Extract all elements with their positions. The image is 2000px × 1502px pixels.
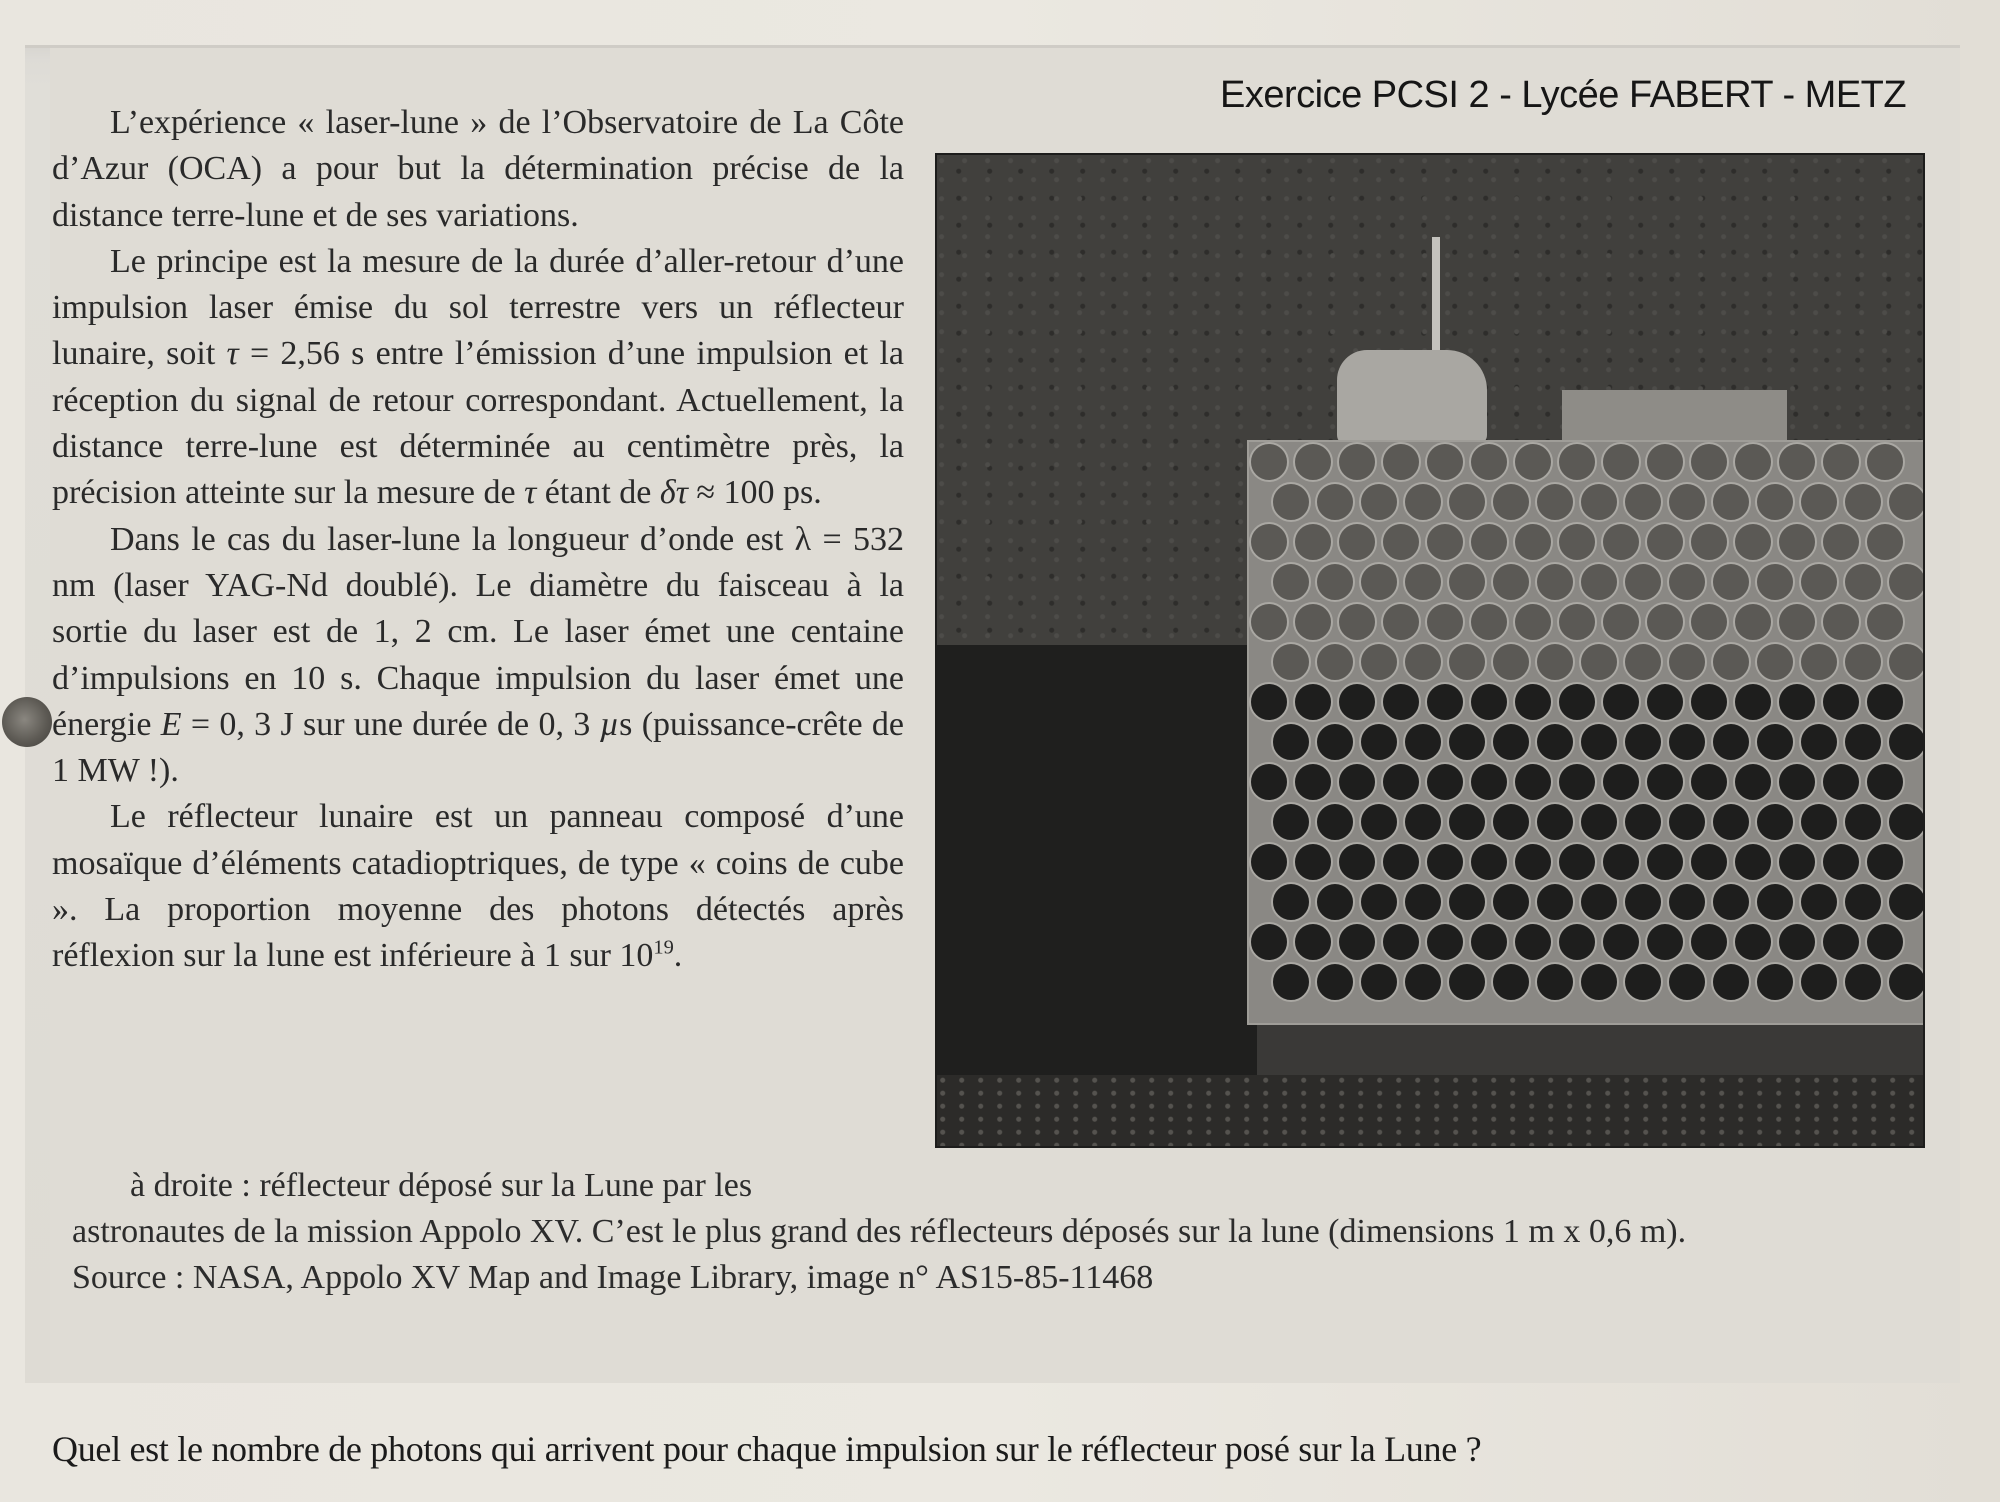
cube-corner-cell — [1866, 443, 1904, 481]
text-fragment: = 2,56 s entre l’émission d’une impulsion et la réception du signal de retour correspondant. Actuellement, la distance terre-lune est déterminée au centimètre près, la précision atteinte sur la mesure de — [52, 335, 904, 512]
cube-corner-cell — [1822, 603, 1860, 641]
cube-corner-cell — [1844, 483, 1882, 521]
text-fragment: Le principe est la mesure de la durée d’aller-retour d’une impulsion laser émise du sol terrestre vers un réflecteur lunaire, soit — [52, 242, 904, 373]
cube-corner-cell — [1250, 523, 1288, 561]
cube-corner-cell — [1426, 923, 1464, 961]
cube-corner-cell — [1404, 483, 1442, 521]
cube-corner-cell — [1580, 723, 1618, 761]
cube-corner-cell — [1866, 923, 1904, 961]
cube-corner-cell — [1888, 963, 1925, 1001]
cube-corner-cell — [1316, 883, 1354, 921]
cube-corner-cell — [1602, 443, 1640, 481]
cube-corner-cell — [1448, 643, 1486, 681]
cube-corner-cell — [1404, 643, 1442, 681]
cube-corner-cell — [1448, 803, 1486, 841]
cube-corner-cell — [1602, 843, 1640, 881]
cube-corner-cell — [1756, 723, 1794, 761]
cube-corner-cell — [1690, 843, 1728, 881]
cube-corner-cell — [1778, 443, 1816, 481]
cube-corner-cell — [1690, 443, 1728, 481]
cube-corner-cell — [1448, 723, 1486, 761]
cube-corner-cell — [1690, 683, 1728, 721]
shadow-area — [937, 645, 1257, 1125]
cube-corner-cell — [1294, 683, 1332, 721]
question: Quel est le nombre de photons qui arrivent pour chaque impulsion sur le réflecteur posé sur la Lune ? — [52, 1429, 1482, 1469]
cube-corner-cell — [1756, 883, 1794, 921]
cube-corner-cell — [1866, 603, 1904, 641]
cube-corner-cell — [1778, 843, 1816, 881]
cube-corner-cell — [1624, 643, 1662, 681]
text-fragment: . — [673, 937, 683, 975]
cube-corner-cell — [1382, 443, 1420, 481]
cube-corner-cell — [1602, 923, 1640, 961]
cube-corner-cell — [1558, 603, 1596, 641]
cube-corner-cell — [1250, 923, 1288, 961]
cube-corner-cell — [1734, 443, 1772, 481]
cube-corner-cell — [1602, 603, 1640, 641]
cube-corner-cell — [1316, 803, 1354, 841]
cube-corner-cell — [1492, 963, 1530, 1001]
cube-corner-cell — [1844, 643, 1882, 681]
cube-corner-cell — [1624, 883, 1662, 921]
cube-corner-cell — [1514, 843, 1552, 881]
cube-corner-cell — [1294, 443, 1332, 481]
cube-corner-cell — [1624, 803, 1662, 841]
cube-corner-cell — [1382, 923, 1420, 961]
cube-corner-cell — [1536, 643, 1574, 681]
text-fragment: = 0, 3 J sur une durée de 0, 3 — [181, 705, 600, 743]
math-tau: τ — [524, 474, 537, 512]
cube-corner-cell — [1514, 443, 1552, 481]
cube-corner-cell — [1426, 443, 1464, 481]
cube-corner-cell — [1338, 603, 1376, 641]
caption-line: à droite : réflecteur déposé sur la Lune par les — [130, 1167, 753, 1204]
cube-corner-cell — [1470, 683, 1508, 721]
cube-corner-cell — [1294, 523, 1332, 561]
cube-corner-cell — [1536, 723, 1574, 761]
cube-corner-cell — [1778, 603, 1816, 641]
cube-corner-cell — [1426, 603, 1464, 641]
cube-corner-cell — [1844, 803, 1882, 841]
cube-corner-cell — [1778, 763, 1816, 801]
cube-corner-cell — [1756, 963, 1794, 1001]
cube-corner-cell — [1470, 603, 1508, 641]
cube-corner-cell — [1558, 923, 1596, 961]
cube-corner-grid — [1247, 440, 1925, 1025]
math-delta-tau: δτ — [659, 474, 688, 512]
cube-corner-cell — [1426, 523, 1464, 561]
cube-corner-cell — [1426, 763, 1464, 801]
cube-corner-cell — [1602, 763, 1640, 801]
cube-corner-cell — [1866, 763, 1904, 801]
cube-corner-cell — [1492, 803, 1530, 841]
exponent: 19 — [653, 937, 674, 960]
cube-corner-cell — [1800, 963, 1838, 1001]
cube-corner-cell — [1712, 803, 1750, 841]
cube-corner-cell — [1338, 843, 1376, 881]
cube-corner-cell — [1668, 643, 1706, 681]
cube-corner-cell — [1668, 723, 1706, 761]
cube-corner-cell — [1844, 963, 1882, 1001]
cube-corner-cell — [1492, 883, 1530, 921]
cube-corner-cell — [1360, 803, 1398, 841]
cube-corner-cell — [1624, 963, 1662, 1001]
cube-corner-cell — [1382, 763, 1420, 801]
cube-corner-cell — [1470, 763, 1508, 801]
text-fragment: s (puissance-crête de 1 MW !). — [52, 705, 904, 790]
cube-corner-cell — [1580, 563, 1618, 601]
cube-corner-cell — [1294, 923, 1332, 961]
cube-corner-cell — [1580, 803, 1618, 841]
paragraph-intro: L’expérience « laser-lune » de l’Observatoire de La Côte d’Azur (OCA) a pour but la détermination précise de la distance terre-lune et de ses variations. — [52, 104, 904, 234]
cube-corner-cell — [1294, 603, 1332, 641]
cube-corner-cell — [1382, 683, 1420, 721]
cube-corner-cell — [1250, 603, 1288, 641]
cube-corner-cell — [1800, 563, 1838, 601]
cube-corner-cell — [1272, 643, 1310, 681]
cube-corner-cell — [1492, 723, 1530, 761]
cube-corner-cell — [1272, 963, 1310, 1001]
cube-corner-cell — [1316, 723, 1354, 761]
cube-corner-cell — [1602, 683, 1640, 721]
paragraph-reflector — [52, 794, 904, 979]
cube-corner-cell — [1250, 843, 1288, 881]
punch-hole — [2, 697, 52, 747]
cube-corner-cell — [1448, 563, 1486, 601]
cube-corner-cell — [1822, 683, 1860, 721]
cube-corner-cell — [1800, 723, 1838, 761]
cube-corner-cell — [1800, 883, 1838, 921]
cube-corner-cell — [1712, 883, 1750, 921]
cube-corner-cell — [1580, 963, 1618, 1001]
cube-corner-cell — [1360, 563, 1398, 601]
paragraph-laser — [52, 517, 904, 795]
cube-corner-cell — [1250, 683, 1288, 721]
cube-corner-cell — [1734, 603, 1772, 641]
cube-corner-cell — [1404, 803, 1442, 841]
cube-corner-cell — [1558, 523, 1596, 561]
cube-corner-cell — [1822, 443, 1860, 481]
cube-corner-cell — [1624, 723, 1662, 761]
text-fragment: ≈ 100 ps. — [687, 474, 822, 512]
cube-corner-cell — [1426, 843, 1464, 881]
cube-corner-cell — [1712, 563, 1750, 601]
cube-corner-cell — [1558, 843, 1596, 881]
cube-corner-cell — [1536, 963, 1574, 1001]
cube-corner-cell — [1360, 963, 1398, 1001]
cube-corner-cell — [1888, 483, 1925, 521]
cube-corner-cell — [1646, 523, 1684, 561]
cube-corner-cell — [1338, 923, 1376, 961]
cube-corner-cell — [1536, 803, 1574, 841]
cube-corner-cell — [1272, 883, 1310, 921]
cube-corner-cell — [1558, 683, 1596, 721]
cube-corner-cell — [1448, 963, 1486, 1001]
cube-corner-cell — [1646, 923, 1684, 961]
cube-corner-cell — [1426, 683, 1464, 721]
figure-caption — [72, 1163, 1942, 1301]
cube-corner-cell — [1822, 843, 1860, 881]
cube-corner-cell — [1866, 843, 1904, 881]
cube-corner-cell — [1316, 483, 1354, 521]
cube-corner-cell — [1712, 483, 1750, 521]
cube-corner-cell — [1536, 883, 1574, 921]
cube-corner-cell — [1734, 763, 1772, 801]
cube-corner-cell — [1822, 763, 1860, 801]
cube-corner-cell — [1448, 483, 1486, 521]
cube-corner-cell — [1382, 603, 1420, 641]
cube-corner-cell — [1272, 563, 1310, 601]
cube-corner-cell — [1668, 563, 1706, 601]
cube-corner-cell — [1668, 963, 1706, 1001]
cube-corner-cell — [1360, 723, 1398, 761]
cube-corner-cell — [1712, 723, 1750, 761]
sun-compass — [1337, 350, 1487, 445]
cube-corner-cell — [1646, 843, 1684, 881]
cube-corner-cell — [1866, 683, 1904, 721]
cube-corner-cell — [1250, 443, 1288, 481]
cube-corner-cell — [1294, 843, 1332, 881]
cube-corner-cell — [1800, 483, 1838, 521]
header-label: Exercice PCSI 2 - Lycée FABERT - METZ — [1220, 74, 1907, 116]
cube-corner-cell — [1800, 643, 1838, 681]
cube-corner-cell — [1514, 603, 1552, 641]
cube-corner-cell — [1316, 963, 1354, 1001]
cube-corner-cell — [1382, 523, 1420, 561]
cube-corner-cell — [1690, 603, 1728, 641]
cube-corner-cell — [1888, 723, 1925, 761]
cube-corner-cell — [1734, 683, 1772, 721]
cube-corner-cell — [1822, 923, 1860, 961]
cube-corner-cell — [1404, 883, 1442, 921]
cube-corner-cell — [1338, 443, 1376, 481]
cube-corner-cell — [1844, 883, 1882, 921]
cube-corner-cell — [1734, 523, 1772, 561]
cube-corner-cell — [1646, 683, 1684, 721]
cube-corner-cell — [1338, 523, 1376, 561]
paragraph-principle — [52, 239, 904, 517]
cube-corner-cell — [1272, 803, 1310, 841]
cube-corner-cell — [1338, 683, 1376, 721]
cube-corner-cell — [1536, 563, 1574, 601]
cube-corner-cell — [1844, 723, 1882, 761]
text-fragment: étant de — [536, 474, 660, 512]
cube-corner-cell — [1580, 643, 1618, 681]
cube-corner-cell — [1580, 483, 1618, 521]
cube-corner-cell — [1668, 803, 1706, 841]
cube-corner-cell — [1492, 483, 1530, 521]
cube-corner-cell — [1580, 883, 1618, 921]
cube-corner-cell — [1272, 723, 1310, 761]
cube-corner-cell — [1272, 483, 1310, 521]
math-tau: τ — [226, 335, 239, 373]
math-energy: E — [160, 705, 182, 743]
cube-corner-cell — [1360, 643, 1398, 681]
cube-corner-cell — [1338, 763, 1376, 801]
cube-corner-cell — [1250, 763, 1288, 801]
cube-corner-cell — [1690, 763, 1728, 801]
cube-corner-cell — [1778, 683, 1816, 721]
cube-corner-cell — [1360, 883, 1398, 921]
cube-corner-cell — [1492, 643, 1530, 681]
cube-corner-cell — [1778, 923, 1816, 961]
cube-corner-cell — [1822, 523, 1860, 561]
cube-corner-cell — [1624, 483, 1662, 521]
caption-source: Source : NASA, Appolo XV Map and Image Library, image n° AS15-85-11468 — [72, 1259, 1154, 1296]
cube-corner-cell — [1470, 523, 1508, 561]
cube-corner-cell — [1404, 963, 1442, 1001]
cube-corner-cell — [1382, 843, 1420, 881]
cube-corner-cell — [1316, 643, 1354, 681]
cube-corner-cell — [1712, 643, 1750, 681]
cube-corner-cell — [1888, 883, 1925, 921]
cube-corner-cell — [1778, 523, 1816, 561]
cube-corner-cell — [1294, 763, 1332, 801]
cube-corner-cell — [1448, 883, 1486, 921]
cube-corner-cell — [1470, 843, 1508, 881]
retroreflector-array — [1247, 440, 1925, 1025]
cube-corner-cell — [1514, 763, 1552, 801]
cube-corner-cell — [1712, 963, 1750, 1001]
cube-corner-cell — [1690, 923, 1728, 961]
caption-line: astronautes de la mission Appolo XV. C’est le plus grand des réflecteurs déposés sur la lune (dimensions 1 m x 0,6 m). — [72, 1213, 1687, 1250]
cube-corner-cell — [1404, 563, 1442, 601]
cube-corner-cell — [1360, 483, 1398, 521]
cube-corner-cell — [1756, 483, 1794, 521]
cube-corner-cell — [1756, 643, 1794, 681]
cube-corner-cell — [1646, 763, 1684, 801]
text-column — [52, 100, 904, 980]
cube-corner-cell — [1866, 523, 1904, 561]
reflector-handle — [1562, 390, 1787, 440]
cube-corner-cell — [1536, 483, 1574, 521]
cube-corner-cell — [1646, 443, 1684, 481]
cube-corner-cell — [1690, 523, 1728, 561]
cube-corner-cell — [1470, 923, 1508, 961]
text-fragment: Le réflecteur lunaire est un panneau composé d’une mosaïque d’éléments catadioptriques, de type « coins de cube ». La proportion moyenne des photons détectés après réflexion sur la lune est inférieure à 1 sur 10 — [52, 798, 904, 975]
cube-corner-cell — [1844, 563, 1882, 601]
cube-corner-cell — [1646, 603, 1684, 641]
cube-corner-cell — [1888, 643, 1925, 681]
cube-corner-cell — [1800, 803, 1838, 841]
cube-corner-cell — [1734, 843, 1772, 881]
cube-corner-cell — [1514, 523, 1552, 561]
cube-corner-cell — [1514, 923, 1552, 961]
cube-corner-cell — [1558, 443, 1596, 481]
cube-corner-cell — [1668, 883, 1706, 921]
reflector-photo — [935, 153, 1925, 1148]
cube-corner-cell — [1492, 563, 1530, 601]
cube-corner-cell — [1470, 443, 1508, 481]
cube-corner-cell — [1888, 563, 1925, 601]
cube-corner-cell — [1734, 923, 1772, 961]
cube-corner-cell — [1602, 523, 1640, 561]
cube-corner-cell — [1756, 803, 1794, 841]
cube-corner-cell — [1316, 563, 1354, 601]
math-mu: µ — [599, 705, 620, 743]
cube-corner-cell — [1888, 803, 1925, 841]
cube-corner-cell — [1624, 563, 1662, 601]
cube-corner-cell — [1668, 483, 1706, 521]
cube-corner-cell — [1756, 563, 1794, 601]
lunar-ground-foreground — [937, 1075, 1923, 1148]
text-fragment: Dans le cas du laser-lune la longueur d’onde est λ = 532 nm (laser YAG-Nd doublé). Le diamètre du faisceau à la sortie du laser est de 1, 2 cm. Le laser émet une centaine d’impulsions en 10 s. Chaque impulsion du laser émet une énergie — [52, 520, 904, 743]
cube-corner-cell — [1558, 763, 1596, 801]
cube-corner-cell — [1404, 723, 1442, 761]
cube-corner-cell — [1514, 683, 1552, 721]
